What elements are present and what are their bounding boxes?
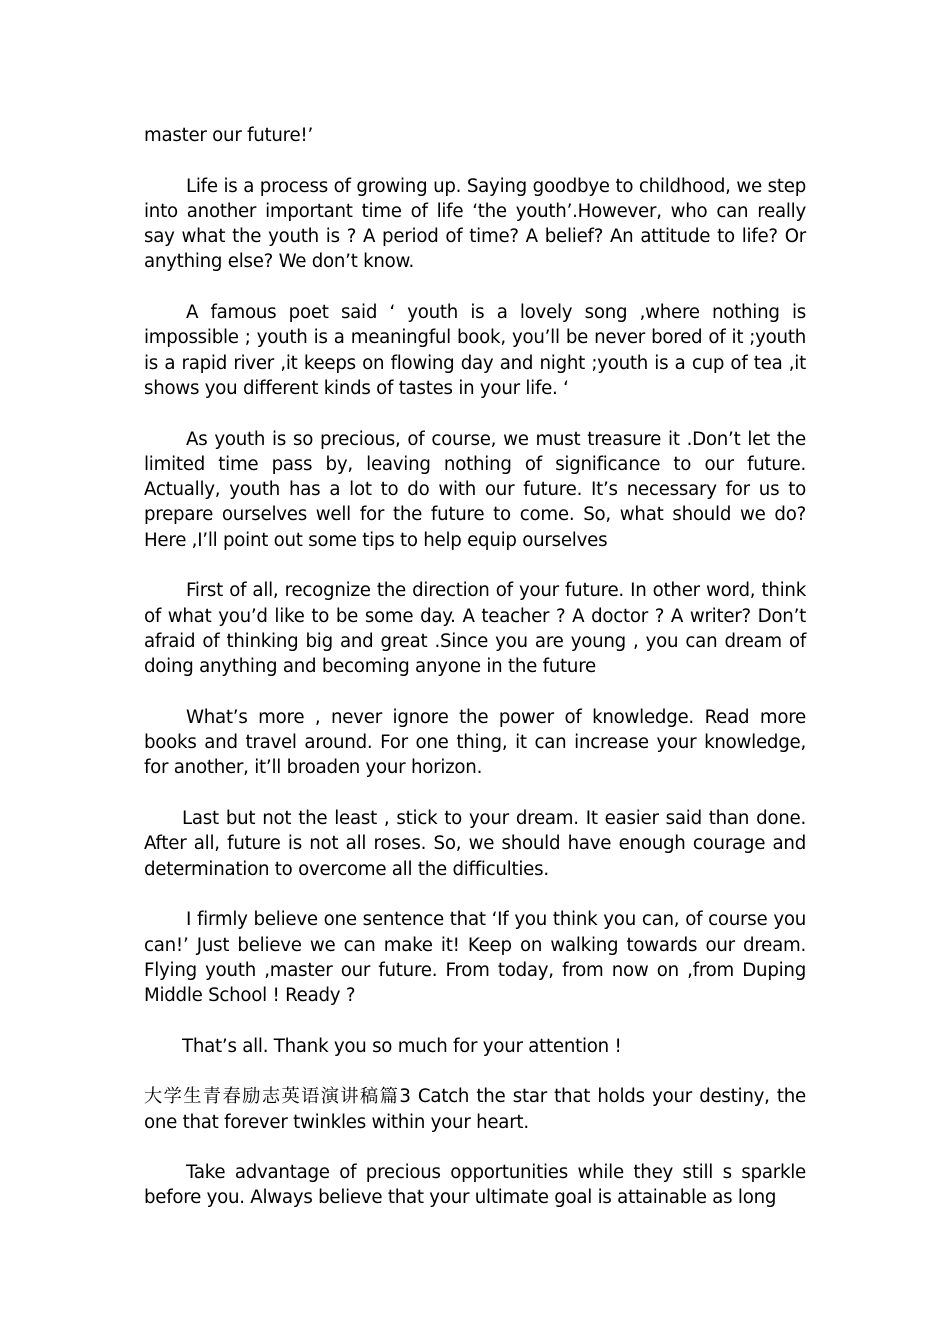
paragraph-7: Last but not the least , stick to your dream. It easier said than done. After all, future is not all roses. So, we should have enough courage and determination to overcome all the difficulties. — [144, 808, 806, 880]
paragraph-6: What’s more , never ignore the power of knowledge. Read more books and travel around. For one thing, it can increase your knowledge, for another, it’ll broaden your horizon. — [144, 706, 806, 779]
paragraph-5: First of all, recognize the direction of your future. In other word, think of what you’d like to be some day. A teacher ? A doctor ? A writer? Don’t afraid of thinking big and great .Since you are young , you can dream of doing anything and becoming anyone in the future — [144, 580, 806, 678]
paragraph-11: Take advantage of precious opportunities while they still s sparkle before you. Always believe that your ultimate goal is attainable as long — [144, 1162, 806, 1209]
paragraph-8: I firmly believe one sentence that ‘If you think you can, of course you can!’ Just believe we can make it! Keep on walking towards our dream. Flying youth ,master our future. From today, from now on ,from Duping Middle School ! Ready ? — [144, 909, 806, 1007]
paragraph-3: A famous poet said ‘ youth is a lovely song ,where nothing is impossible ; youth is a meaningful book, you’ll be never bored of it ;youth is a rapid river ,it keeps on flowing day and night ;youth is a cup of tea ,it shows you different kinds of tastes in your life. ‘ — [144, 302, 806, 399]
paragraph-9: That’s all. Thank you so much for your attention ! — [182, 1035, 622, 1057]
section-heading-paragraph: 大学生青春励志英语演讲稿篇3 Catch the star that holds your destiny, the one that forever twinkles within your heart. — [144, 1086, 806, 1133]
paragraph-4: As youth is so precious, of course, we must treasure it .Don’t let the limited time pass by, leaving nothing of significance to our future. Actually, youth has a lot to do with our future. It’s necessary for us to prepare ourselves well for the future to come. So, what should we do? Here ,I’ll point out some tips to help equip ourselves — [144, 428, 806, 551]
document-page — [144, 123, 806, 1236]
paragraph-2: Life is a process of growing up. Saying goodbye to childhood, we step into another important time of life ‘the youth’.However, who can really say what the youth is ? A period of time? A belief? An attitude to life? Or anything else? We don’t know. — [144, 175, 806, 273]
paragraph-1: master our future!’ — [144, 125, 314, 146]
